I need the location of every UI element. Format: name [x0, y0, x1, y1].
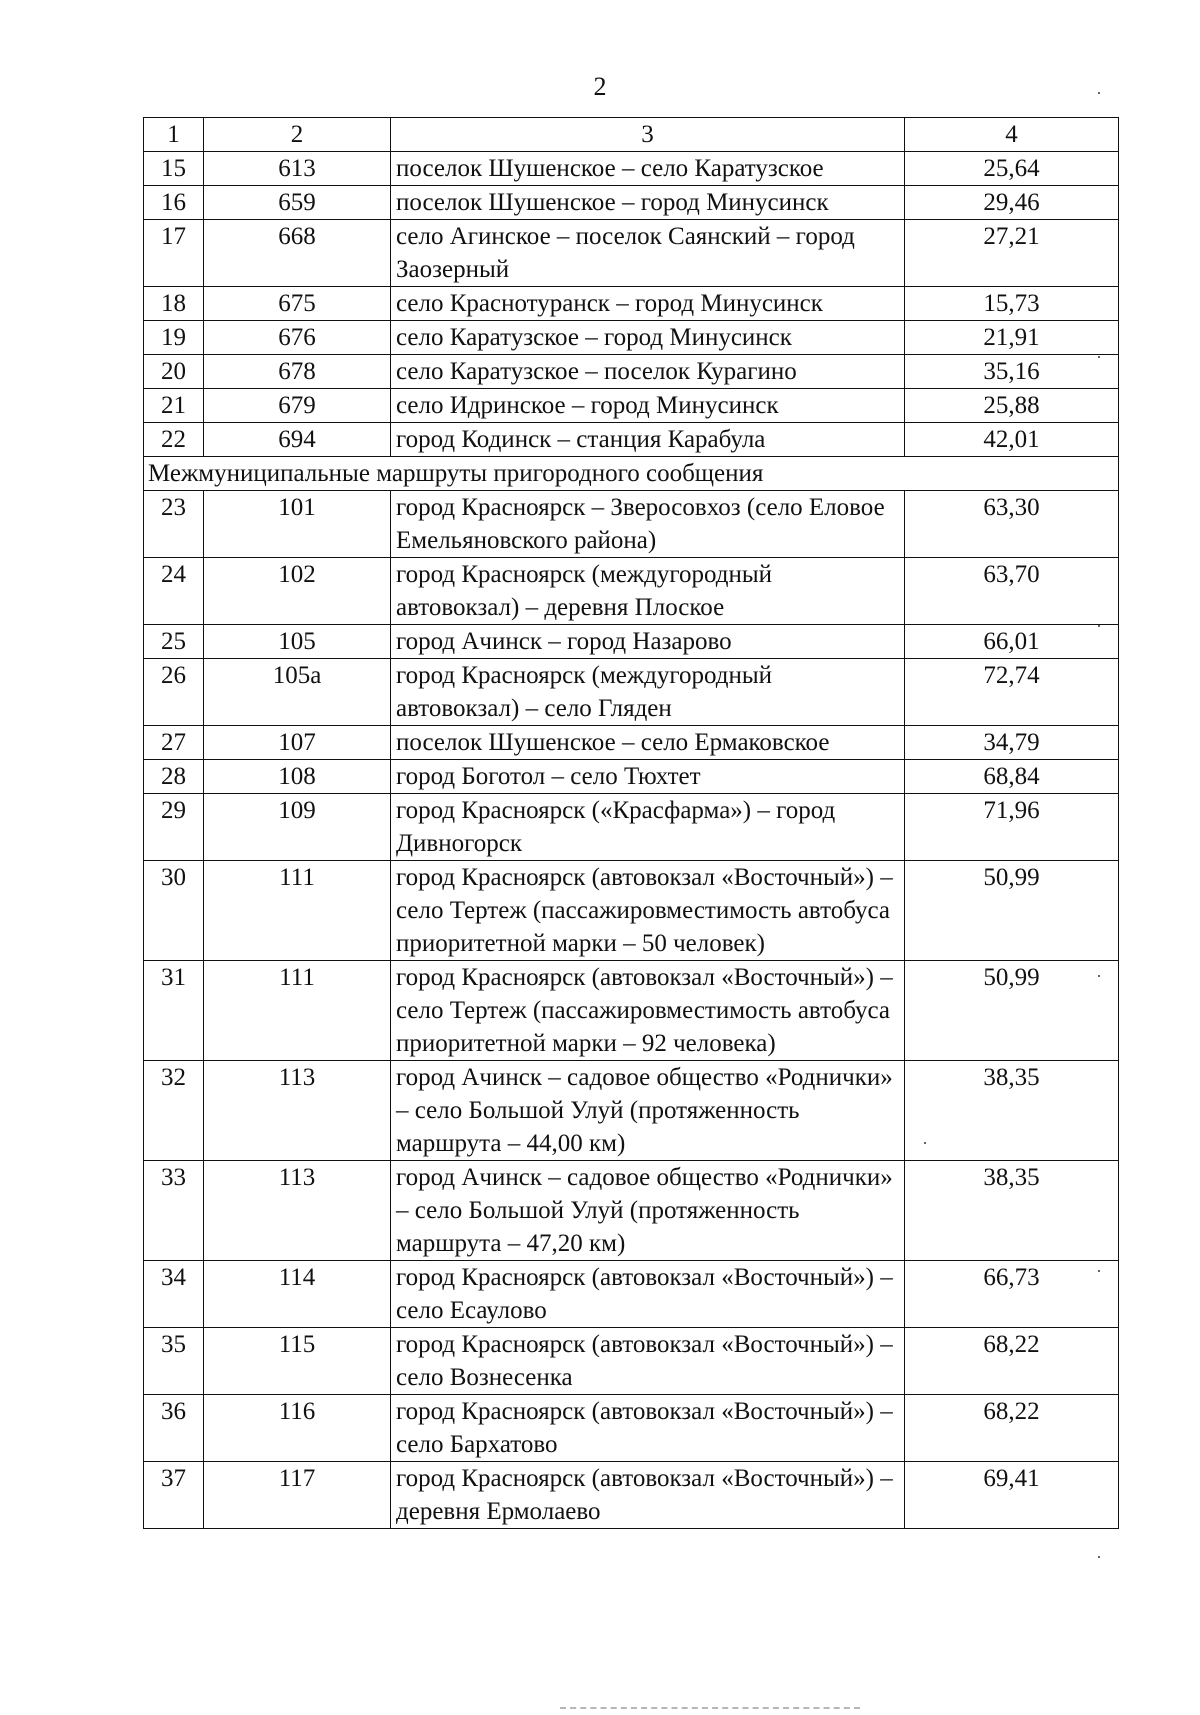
route-number-cell: 679	[204, 389, 391, 423]
route-name-cell: село Агинское – поселок Саянский – город Заозерный	[391, 220, 905, 287]
row-number-cell: 33	[144, 1161, 204, 1261]
table-row	[144, 659, 1119, 726]
tariff-value-cell: 35,16	[905, 355, 1119, 389]
table-row	[144, 1161, 1119, 1261]
row-number-cell: 30	[144, 861, 204, 961]
row-number-cell: 17	[144, 220, 204, 287]
tariff-value-cell: 72,74	[905, 659, 1119, 726]
route-name-cell: село Каратузское – город Минусинск	[391, 321, 905, 355]
table-row	[144, 1328, 1119, 1395]
route-number-cell: 117	[204, 1462, 391, 1529]
table-row	[144, 1261, 1119, 1328]
row-number-cell: 19	[144, 321, 204, 355]
row-number-cell: 32	[144, 1061, 204, 1161]
route-number-cell: 105	[204, 625, 391, 659]
route-number-cell: 109	[204, 794, 391, 861]
table-row	[144, 287, 1119, 321]
route-name-cell: поселок Шушенское – город Минусинск	[391, 186, 905, 220]
route-number-cell: 694	[204, 423, 391, 457]
route-number-cell: 668	[204, 220, 391, 287]
route-number-cell: 105а	[204, 659, 391, 726]
table-row	[144, 1462, 1119, 1529]
tariff-value-cell: 63,30	[905, 491, 1119, 558]
table-row	[144, 423, 1119, 457]
route-number-cell: 114	[204, 1261, 391, 1328]
tariff-value-cell: 68,22	[905, 1328, 1119, 1395]
tariff-value-cell: 25,64	[905, 152, 1119, 186]
tariff-value-cell: 66,01	[905, 625, 1119, 659]
route-number-cell: 675	[204, 287, 391, 321]
route-name-cell: город Красноярск (автовокзал «Восточный») – село Есаулово	[391, 1261, 905, 1328]
route-name-cell: город Красноярск (автовокзал «Восточный») – село Бархатово	[391, 1395, 905, 1462]
tariff-value-cell: 63,70	[905, 558, 1119, 625]
route-number-cell: 111	[204, 861, 391, 961]
row-number-cell: 26	[144, 659, 204, 726]
route-name-cell: город Красноярск – Зверосовхоз (село Еловое Емельяновского района)	[391, 491, 905, 558]
tariff-value-cell: 50,99	[905, 861, 1119, 961]
row-number-cell: 35	[144, 1328, 204, 1395]
tariff-value-cell: 38,35	[905, 1061, 1119, 1161]
route-number-cell: 678	[204, 355, 391, 389]
row-number-cell: 24	[144, 558, 204, 625]
tariff-value-cell: 27,21	[905, 220, 1119, 287]
row-number-cell: 31	[144, 961, 204, 1061]
section-title: Межмуниципальные маршруты пригородного сообщения	[144, 457, 1119, 491]
row-number-cell: 28	[144, 760, 204, 794]
row-number-cell: 16	[144, 186, 204, 220]
table-row	[144, 491, 1119, 558]
route-name-cell: город Красноярск (междугородный автовокзал) – деревня Плоское	[391, 558, 905, 625]
row-number-cell: 15	[144, 152, 204, 186]
row-number-cell: 22	[144, 423, 204, 457]
route-name-cell: город Красноярск (автовокзал «Восточный») – село Тертеж (пассажировместимость автобуса приоритетной марки – 50 человек)	[391, 861, 905, 961]
tariff-value-cell: 50,99	[905, 961, 1119, 1061]
tariff-value-cell: 42,01	[905, 423, 1119, 457]
route-number-cell: 101	[204, 491, 391, 558]
tariff-value-cell: 38,35	[905, 1161, 1119, 1261]
route-name-cell: село Краснотуранск – город Минусинск	[391, 287, 905, 321]
route-number-cell: 113	[204, 1061, 391, 1161]
tariff-value-cell: 15,73	[905, 287, 1119, 321]
route-name-cell: село Каратузское – поселок Курагино	[391, 355, 905, 389]
routes-table-body	[144, 118, 1119, 1529]
column-number-4: 4	[905, 118, 1119, 152]
section-header-row	[144, 457, 1119, 491]
table-row	[144, 1061, 1119, 1161]
table-row	[144, 794, 1119, 861]
route-name-cell: город Боготол – село Тюхтет	[391, 760, 905, 794]
column-number-2: 2	[204, 118, 391, 152]
row-number-cell: 37	[144, 1462, 204, 1529]
table-row	[144, 1395, 1119, 1462]
table-row	[144, 355, 1119, 389]
row-number-cell: 18	[144, 287, 204, 321]
tariff-value-cell: 21,91	[905, 321, 1119, 355]
column-number-3: 3	[391, 118, 905, 152]
row-number-cell: 23	[144, 491, 204, 558]
route-name-cell: город Красноярск (автовокзал «Восточный») – село Тертеж (пассажировместимость автобуса приоритетной марки – 92 человека)	[391, 961, 905, 1061]
route-number-cell: 111	[204, 961, 391, 1061]
route-number-cell: 613	[204, 152, 391, 186]
route-name-cell: город Ачинск – садовое общество «Роднички» – село Большой Улуй (протяженность маршрута – 47,20 км)	[391, 1161, 905, 1261]
row-number-cell: 20	[144, 355, 204, 389]
route-name-cell: город Кодинск – станция Карабула	[391, 423, 905, 457]
route-number-cell: 108	[204, 760, 391, 794]
row-number-cell: 36	[144, 1395, 204, 1462]
table-header-row	[144, 118, 1119, 152]
route-number-cell: 659	[204, 186, 391, 220]
table-row	[144, 152, 1119, 186]
row-number-cell: 34	[144, 1261, 204, 1328]
tariff-value-cell: 29,46	[905, 186, 1119, 220]
route-name-cell: город Красноярск (автовокзал «Восточный») – деревня Ермолаево	[391, 1462, 905, 1529]
route-name-cell: город Красноярск (автовокзал «Восточный») – село Вознесенка	[391, 1328, 905, 1395]
table-row	[144, 861, 1119, 961]
tariff-value-cell: 68,22	[905, 1395, 1119, 1462]
table-row	[144, 726, 1119, 760]
route-name-cell: село Идринское – город Минусинск	[391, 389, 905, 423]
table-row	[144, 186, 1119, 220]
page-number: 2	[593, 72, 607, 101]
route-name-cell: город Ачинск – город Назарово	[391, 625, 905, 659]
row-number-cell: 21	[144, 389, 204, 423]
table-row	[144, 321, 1119, 355]
route-name-cell: город Красноярск («Красфарма») – город Дивногорск	[391, 794, 905, 861]
table-row	[144, 558, 1119, 625]
table-row	[144, 760, 1119, 794]
route-number-cell: 107	[204, 726, 391, 760]
table-row	[144, 625, 1119, 659]
routes-table	[143, 117, 1119, 1529]
column-number-1: 1	[144, 118, 204, 152]
tariff-value-cell: 69,41	[905, 1462, 1119, 1529]
row-number-cell: 29	[144, 794, 204, 861]
table-row	[144, 961, 1119, 1061]
route-number-cell: 113	[204, 1161, 391, 1261]
table-row	[144, 389, 1119, 423]
tariff-value-cell: 34,79	[905, 726, 1119, 760]
route-name-cell: поселок Шушенское – село Ермаковское	[391, 726, 905, 760]
table-row	[144, 220, 1119, 287]
route-name-cell: город Ачинск – садовое общество «Роднички» – село Большой Улуй (протяженность маршрута – 44,00 км)	[391, 1061, 905, 1161]
route-number-cell: 102	[204, 558, 391, 625]
route-number-cell: 115	[204, 1328, 391, 1395]
route-name-cell: поселок Шушенское – село Каратузское	[391, 152, 905, 186]
tariff-value-cell: 66,73	[905, 1261, 1119, 1328]
scan-artifact-line	[560, 1707, 860, 1711]
tariff-value-cell: 71,96	[905, 794, 1119, 861]
tariff-value-cell: 25,88	[905, 389, 1119, 423]
row-number-cell: 27	[144, 726, 204, 760]
route-number-cell: 676	[204, 321, 391, 355]
row-number-cell: 25	[144, 625, 204, 659]
route-number-cell: 116	[204, 1395, 391, 1462]
tariff-value-cell: 68,84	[905, 760, 1119, 794]
route-name-cell: город Красноярск (междугородный автовокзал) – село Гляден	[391, 659, 905, 726]
